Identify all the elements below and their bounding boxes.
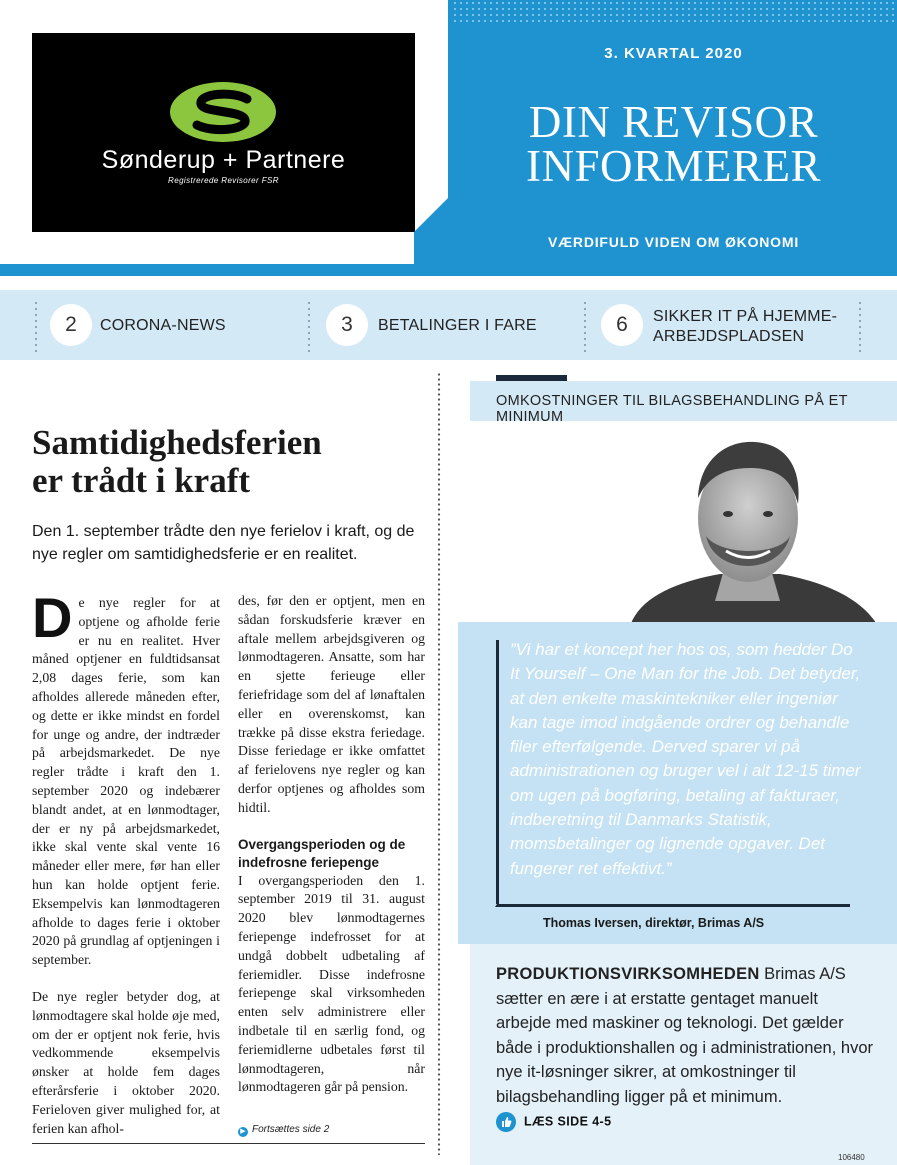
logo-subtitle: Registrerede Revisorer FSR [168,176,279,185]
article-title-line: er trådt i kraft [32,461,251,500]
article-title-line: Samtidighedsferien [32,423,322,462]
newsletter-tagline: VÆRDIFULD VIDEN OM ØKONOMI [547,234,800,250]
summary-body: Brimas A/S sætter en ære i at erstatte gentaget manuelt arbejde med maskiner og teknologi. Det gælder både i produktionshallen og i administrationen, hvor nye it-løsninger sikrer, at omkostninger til bilagsbehandling ligger på et minimum. [496,965,873,1106]
newsletter-title [450,97,897,191]
quote-author: Thomas Iversen, direktør, Brimas A/S [543,916,765,930]
logo-company-name: Sønderup + Partnere [101,146,346,174]
quote-tick [495,904,514,907]
bottom-rule [32,1143,425,1144]
continued-link[interactable] [238,1124,329,1137]
company-logo [32,33,415,232]
nav-divider [857,300,863,352]
nav-divider [582,300,588,352]
article-lead: Den 1. september trådte den nye ferielov i kraft, og de nye regler om samtidighedsferie er en realitet. [32,523,415,563]
sidebar-heading: OMKOSTNINGER TIL BILAGSBEHANDLING PÅ ET MINIMUM [496,393,848,425]
title-line-1: DIN REVISOR [528,97,819,147]
pull-quote: ”Vi har et koncept her hos os, som hedder Do It Yourself – One Man for the Job. Det betyder, at den enkelte maskintekniker eller ingeniør kan tage imod indgående ordrer og behandle filer efterfølgende. Derved sparer vi på administrationen og bruger vel i alt 12-15 timer om ugen på bogføring, betaling af fakturaer, indberetning til Danmarks Statistik, momsbetalinger og lignende opgaver. Det fungerer ret effektivt.” [510,640,861,878]
article-title [32,424,432,500]
article-paragraph: I overgangsperioden den 1. september 2019 til 31. august 2020 blev lønmodtagernes feriepenge indefrosset for at undgå dobbelt udbetaling af feriemidler. Disse indefrosne feriepenge skal virksomheden enten selv administrere eller indbetale til en særlig fond, og feriemidlerne udbetales først til lønmodtageren, når lønmodtageren går på pension. [238,872,425,1095]
paragraph-text: e nye regler for at optjene og afholde ferie er nu en realitet. Hver måned optjener en fuldtidsansat 2,08 dages ferie, som kan afholdes allerede måneden efter, og dette er ikke mindst en fordel for unge og andre, der indtræder på arbejdsmarkedet. De nye regler trådte i kraft den 1. september 2020 og indebærer blandt andet, at en lønmodtager, der er ny på arbejdsmarkedet, ikke skal vente skal vente 16 måneder eller mere, før han eller hun kan holde optjent ferie. Eksempelvis kan lønmodtageren afholde to dages ferie i oktober 2020 på grundlag af optjeningen i september. [32,595,220,968]
nav-page-number[interactable]: 3 [326,304,368,346]
continued-text: Fortsættes side 2 [252,1124,330,1135]
summary-text [496,962,876,1109]
nav-label-line: ARBEJDSPLADSEN [653,328,805,345]
summary-lead-in: PRODUKTIONSVIRKSOMHEDEN [496,965,760,983]
play-icon: ▶ [238,1127,248,1137]
portrait-photo [620,426,882,626]
print-code: 106480 [838,1153,865,1162]
nav-divider [306,300,312,352]
issue-quarter: 3. KVARTAL 2020 [604,45,743,62]
nav-divider [33,300,39,352]
article-subheading: Overgangsperioden og de indefrosne feriepenge [238,836,406,870]
nav-page-number[interactable]: 6 [601,304,643,346]
article-paragraph [32,586,220,970]
header-dot-pattern [452,0,897,24]
read-more-link[interactable] [496,1112,611,1132]
quote-bar [496,640,499,904]
article-paragraph: des, før den er optjent, men en sådan forskudsferie kræver en aftale mellem arbejdsgiveren og lønmodtageren. Ansatte, som har en sjette ferieuge eller feriefridage som del af lønaftalen eller en overenskomst, kan trække på disse ekstra feriedage. Disse feriedage er ikke omfattet af ferielovens nye regler og kan derfor optjenes og afholdes som hidtil. [238,593,425,815]
column-divider [437,372,441,1155]
thumbs-up-icon [496,1112,516,1132]
header-stripe [0,264,897,276]
nav-page-number[interactable]: 2 [50,304,92,346]
article-paragraph: De nye regler betyder dog, at lønmodtagere skal holde øje med, om der er optjent nok ferie, hvis vedkommende eksempelvis ønsker at holde fem dages efterårsferie i oktober 2020. Ferieloven giver mulighed for, at ferien kan afhol- [32,988,220,1136]
logo-emblem-icon [163,79,283,145]
read-more-text: LÆS SIDE 4-5 [524,1114,612,1129]
nav-item-corona-news[interactable]: CORONA-NEWS [100,317,226,334]
drop-cap: D [32,586,73,649]
nav-item-betalinger[interactable]: BETALINGER I FARE [378,317,537,334]
nav-item-sikker-it[interactable] [653,307,837,347]
title-line-2: INFORMERER [525,141,822,191]
article-column-1 [32,586,220,1156]
article-column-2 [238,592,425,1115]
nav-label-line: SIKKER IT PÅ HJEMME- [653,308,838,325]
quote-underline [510,904,850,907]
